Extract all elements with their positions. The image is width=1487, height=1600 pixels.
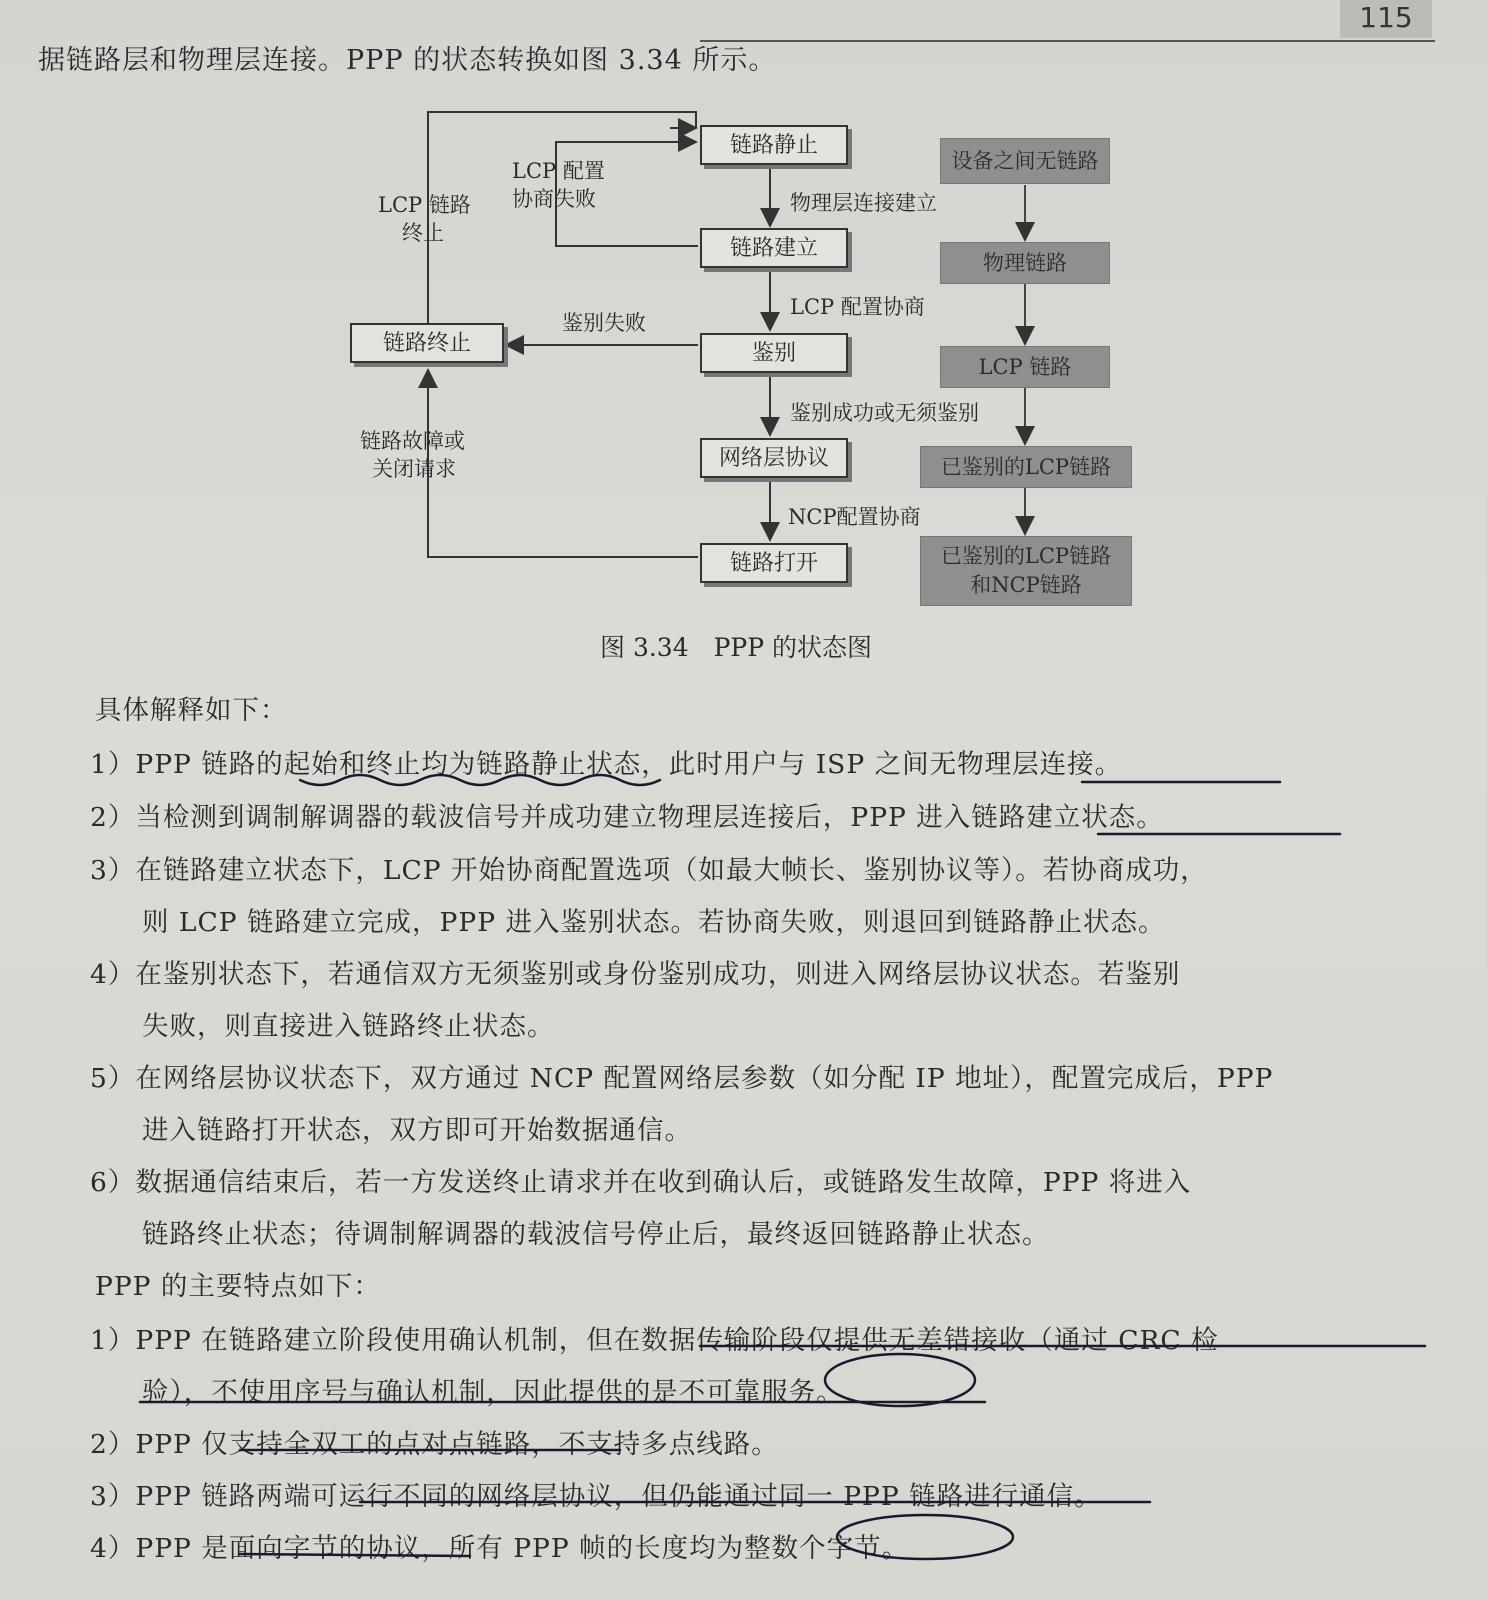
state-authenticate: 鉴别 xyxy=(700,333,848,373)
feature-line: 2）PPP 仅支持全双工的点对点链路，不支持多点线路。 xyxy=(90,1429,779,1460)
state-link-dead: 链路静止 xyxy=(700,125,848,165)
label-lcp-fail-2: 协商失败 xyxy=(512,187,596,211)
explain-line: 链路终止状态；待调制解调器的载波信号停止后，最终返回链路静止状态。 xyxy=(142,1219,1050,1250)
feature-line: 3）PPP 链路两端可运行不同的网络层协议，但仍能通过同一 PPP 链路进行通信。 xyxy=(90,1481,1102,1512)
explain-line: 5）在网络层协议状态下，双方通过 NCP 配置网络层参数（如分配 IP 地址），配置完成后，PPP xyxy=(90,1063,1274,1094)
explain-line: 失败，则直接进入链路终止状态。 xyxy=(142,1011,555,1042)
label-lcp-term-2: 终止 xyxy=(402,221,444,245)
intro-line: 据链路层和物理层连接。PPP 的状态转换如图 3.34 所示。 xyxy=(38,45,777,76)
explain-line: 2）当检测到调制解调器的载波信号并成功建立物理层连接后，PPP 进入链路建立状态。 xyxy=(90,802,1164,833)
label-auth-fail: 鉴别失败 xyxy=(562,311,646,335)
feature-line: 4）PPP 是面向字节的协议，所有 PPP 帧的长度均为整数个字节。 xyxy=(90,1533,910,1564)
label-fault-1: 链路故障或 xyxy=(360,429,465,453)
label-auth-success: 鉴别成功或无须鉴别 xyxy=(790,401,979,425)
label-physical-up: 物理层连接建立 xyxy=(790,191,937,215)
label-lcp-negotiate: LCP 配置协商 xyxy=(790,295,925,319)
explain-heading: 具体解释如下： xyxy=(95,695,288,726)
label-lcp-fail-1: LCP 配置 xyxy=(512,159,605,183)
explain-line: 6）数据通信结束后，若一方发送终止请求并在收到确认后，或链路发生故障，PPP 将进入 xyxy=(90,1167,1192,1198)
figure-caption: 图 3.34 PPP 的状态图 xyxy=(600,633,873,662)
state-network-protocol: 网络层协议 xyxy=(700,438,848,478)
label-fault-2: 关闭请求 xyxy=(372,457,456,481)
label-ncp-negotiate: NCP配置协商 xyxy=(788,505,921,529)
ppp-state-diagram xyxy=(0,0,1487,662)
right-lcp-link: LCP 链路 xyxy=(940,346,1110,388)
state-link-establish: 链路建立 xyxy=(700,228,848,268)
state-link-terminate: 链路终止 xyxy=(350,323,504,363)
right-auth-lcp-ncp-link xyxy=(920,536,1132,606)
explain-line: 4）在鉴别状态下，若通信双方无须鉴别或身份鉴别成功，则进入网络层协议状态。若鉴别 xyxy=(90,959,1181,990)
explain-line: 3）在链路建立状态下，LCP 开始协商配置选项（如最大帧长、鉴别协议等）。若协商成功， xyxy=(90,855,1208,886)
right-r5-line2: 和NCP链路 xyxy=(970,573,1082,597)
features-heading: PPP 的主要特点如下： xyxy=(95,1271,381,1302)
right-physical-link: 物理链路 xyxy=(940,242,1110,284)
explain-line: 则 LCP 链路建立完成，PPP 进入鉴别状态。若协商失败，则退回到链路静止状态。 xyxy=(142,907,1166,938)
right-auth-lcp-link: 已鉴别的LCP链路 xyxy=(920,446,1132,488)
state-link-open: 链路打开 xyxy=(700,543,848,583)
label-lcp-term-1: LCP 链路 xyxy=(378,193,471,217)
explain-line: 1）PPP 链路的起始和终止均为链路静止状态，此时用户与 ISP 之间无物理层连接。 xyxy=(90,749,1123,780)
explain-line: 进入链路打开状态，双方即可开始数据通信。 xyxy=(142,1115,692,1146)
page-number: 115 xyxy=(1340,0,1432,38)
right-r5-line1: 已鉴别的LCP链路 xyxy=(940,544,1112,568)
feature-line: 1）PPP 在链路建立阶段使用确认机制，但在数据传输阶段仅提供无差错接收（通过 CRC 检 xyxy=(90,1325,1219,1356)
right-no-link: 设备之间无链路 xyxy=(940,138,1110,184)
feature-line: 验），不使用序号与确认机制，因此提供的是不可靠服务。 xyxy=(142,1377,844,1408)
